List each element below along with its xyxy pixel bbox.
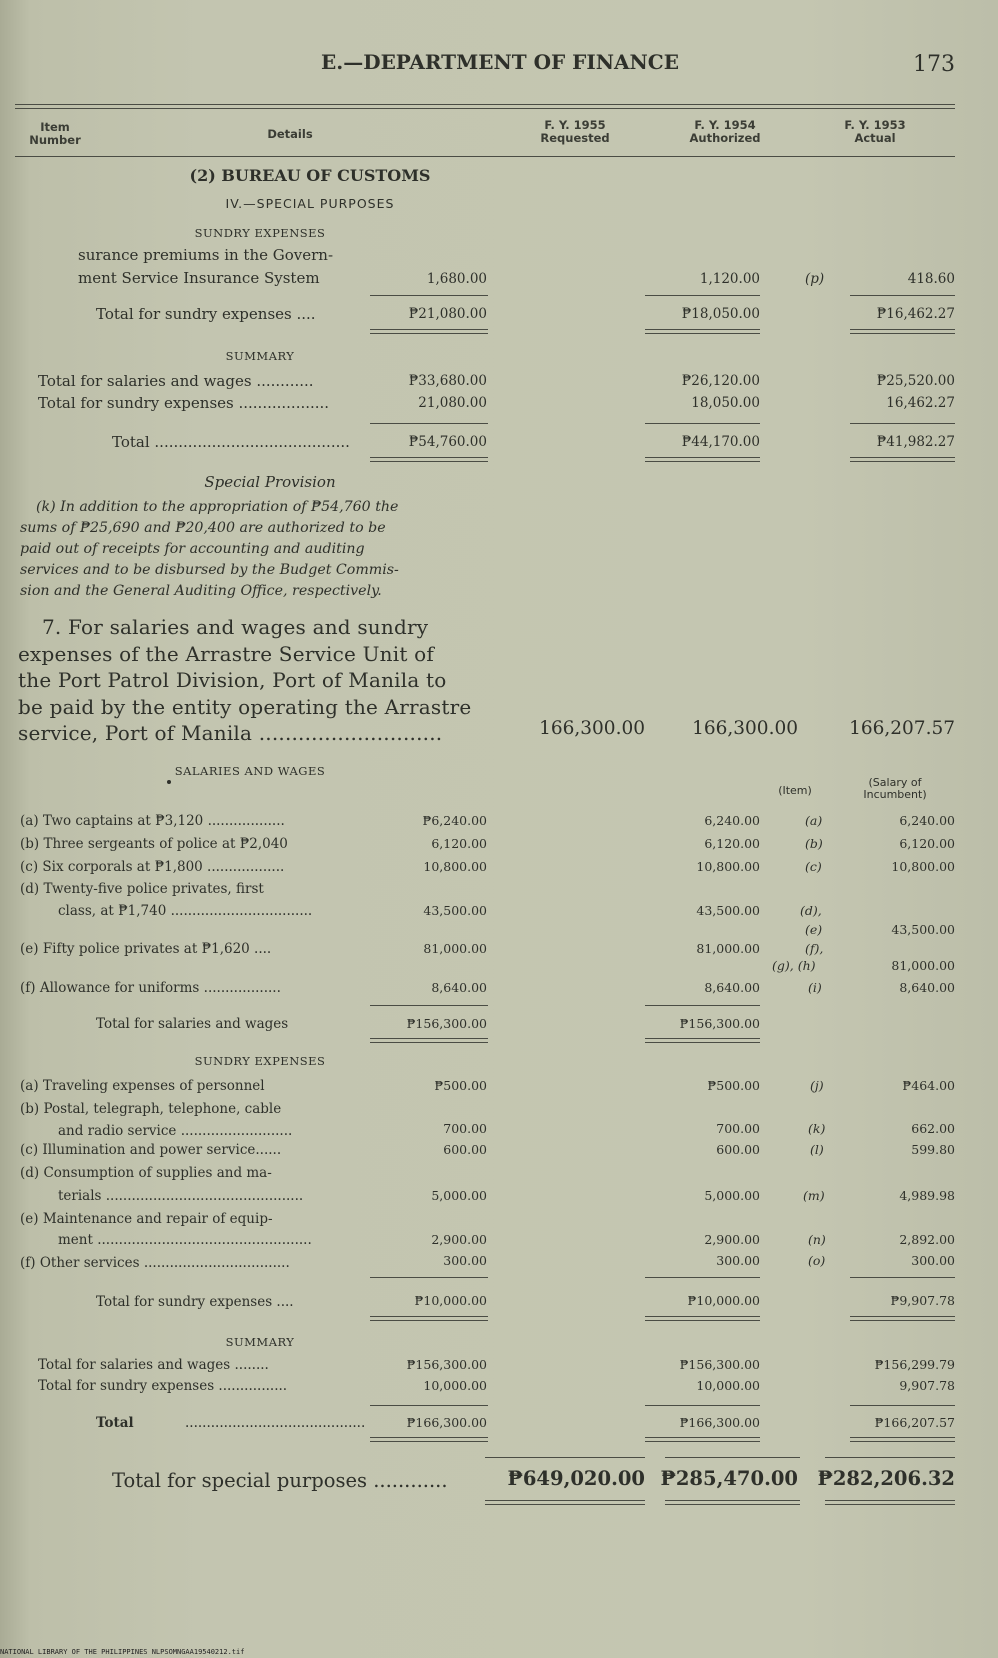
rule bbox=[645, 295, 760, 296]
salaries-incumbent-column: (Salary of Incumbent) bbox=[863, 776, 927, 801]
item7-line: be paid by the entity operating the Arrastre bbox=[18, 694, 472, 719]
summary2-sundry-fy54: 10,000.00 bbox=[696, 1378, 760, 1393]
page-number: 173 bbox=[913, 52, 955, 77]
salary-row-fy53: 10,800.00 bbox=[891, 859, 955, 874]
column-item-number: Item Number bbox=[29, 120, 81, 147]
column-details: Details bbox=[267, 127, 313, 141]
column-fy1953-actual: F. Y. 1953 Actual bbox=[844, 118, 906, 145]
sundry-row-item: (o) bbox=[808, 1253, 826, 1268]
sundry-row-label-cont: ment .................................................. bbox=[58, 1232, 312, 1248]
summary1-sundry-fy54: 18,050.00 bbox=[691, 395, 760, 411]
insurance-line1: surance premiums in the Govern- bbox=[78, 246, 334, 264]
summary2-total-fy53: ₱166,207.57 bbox=[874, 1415, 955, 1430]
sundry-row-item: (j) bbox=[810, 1078, 824, 1093]
rule bbox=[645, 1316, 760, 1321]
summary1-total-fy54: ₱44,170.00 bbox=[681, 434, 760, 450]
rule bbox=[370, 1405, 488, 1406]
rule bbox=[485, 1457, 645, 1458]
special-provision-line: sums of ₱25,690 and ₱20,400 are authorized to be bbox=[20, 520, 386, 536]
sundry-row-fy53: 2,892.00 bbox=[899, 1232, 955, 1247]
summary2-heading: SUMMARY bbox=[225, 1335, 295, 1349]
insurance-fy53: 418.60 bbox=[907, 271, 955, 287]
sundry-row-label: (e) Maintenance and repair of equip- bbox=[20, 1211, 273, 1227]
salary-row-fy54: 6,240.00 bbox=[704, 813, 760, 828]
special-provision-line: sion and the General Auditing Office, respectively. bbox=[20, 583, 382, 599]
rule bbox=[370, 423, 488, 424]
sundry-row-fy54: 700.00 bbox=[716, 1121, 760, 1136]
rule bbox=[370, 1316, 488, 1321]
salaries-total-details: ₱156,300.00 bbox=[406, 1016, 487, 1031]
summary2-salaries-label: Total for salaries and wages ........ bbox=[38, 1357, 269, 1373]
rule bbox=[850, 1316, 955, 1321]
summary1-salaries-fy54: ₱26,120.00 bbox=[681, 373, 760, 389]
insurance-item: (p) bbox=[805, 271, 825, 287]
special-purposes-heading: IV.—SPECIAL PURPOSES bbox=[225, 196, 395, 211]
sundry-total-fy53: ₱16,462.27 bbox=[876, 306, 955, 322]
rule bbox=[645, 1277, 760, 1278]
salary-row-item: (f), bbox=[805, 941, 824, 956]
summary2-salaries-details: ₱156,300.00 bbox=[406, 1357, 487, 1372]
special-provision-line: (k) In addition to the appropriation of ₱54,760 the bbox=[36, 499, 399, 515]
grand-total-fy53: ₱282,206.32 bbox=[817, 1467, 955, 1490]
sundry-row-details: 2,900.00 bbox=[431, 1232, 487, 1247]
salary-row-item: (a) bbox=[805, 813, 823, 828]
rule bbox=[645, 1405, 760, 1406]
insurance-fy54: 1,120.00 bbox=[699, 271, 760, 287]
rule bbox=[370, 1437, 488, 1442]
rule bbox=[850, 1405, 955, 1406]
item7-line: the Port Patrol Division, Port of Manila to bbox=[18, 668, 447, 692]
sundry-total-label: Total for sundry expenses .... bbox=[96, 305, 316, 323]
column-fy1954-authorized: F. Y. 1954 Authorized bbox=[689, 118, 761, 145]
item7-text bbox=[18, 614, 471, 747]
rule bbox=[825, 1457, 955, 1458]
summary2-total-details: ₱166,300.00 bbox=[406, 1415, 487, 1430]
salaries-total-label: Total for salaries and wages bbox=[96, 1016, 289, 1032]
rule bbox=[645, 423, 760, 424]
salary-row-item: (i) bbox=[808, 980, 822, 995]
header-top-rule bbox=[15, 104, 955, 109]
summary1-salaries-label: Total for salaries and wages ............ bbox=[38, 372, 314, 390]
salaries-total-fy54: ₱156,300.00 bbox=[679, 1016, 760, 1031]
salary-row-label: (b) Three sergeants of police at ₱2,040 bbox=[20, 836, 288, 852]
grand-total-fy54: ₱285,470.00 bbox=[660, 1467, 798, 1490]
sundry-row-fy54: 5,000.00 bbox=[704, 1188, 760, 1203]
summary2-total-label: Total bbox=[96, 1415, 134, 1431]
salary-row-fy53: 6,240.00 bbox=[899, 813, 955, 828]
summary2-sundry-label: Total for sundry expenses ................ bbox=[38, 1378, 288, 1394]
salary-row-fy53: 81,000.00 bbox=[891, 958, 955, 973]
salaries-heading: SALARIES AND WAGES bbox=[174, 764, 326, 778]
sundry-total-fy54: ₱18,050.00 bbox=[681, 306, 760, 322]
grand-total-fy55: ₱649,020.00 bbox=[507, 1467, 645, 1490]
sundry-row-item: (m) bbox=[803, 1188, 825, 1203]
salary-row-fy54: 6,120.00 bbox=[704, 836, 760, 851]
rule bbox=[645, 1437, 760, 1442]
sundry2-total-fy54: ₱10,000.00 bbox=[687, 1293, 760, 1308]
rule bbox=[370, 1277, 488, 1278]
salary-row-label-cont: class, at ₱1,740 ................................. bbox=[58, 903, 313, 919]
rule bbox=[370, 457, 488, 462]
bureau-heading: (2) BUREAU OF CUSTOMS bbox=[189, 166, 431, 185]
rule bbox=[850, 457, 955, 462]
page-title: E.—DEPARTMENT OF FINANCE bbox=[321, 50, 679, 74]
salary-row-label: (e) Fifty police privates at ₱1,620 .... bbox=[20, 941, 272, 957]
salary-row-details: 6,120.00 bbox=[431, 836, 487, 851]
summary1-sundry-details: 21,080.00 bbox=[418, 395, 487, 411]
salaries-item-column: (Item) bbox=[778, 784, 812, 797]
sundry-row-fy54: 2,900.00 bbox=[704, 1232, 760, 1247]
rule bbox=[850, 295, 955, 296]
sundry-row-label: (c) Illumination and power service...... bbox=[20, 1142, 282, 1158]
salary-row-details: 81,000.00 bbox=[423, 941, 487, 956]
summary1-sundry-fy53: 16,462.27 bbox=[886, 395, 955, 411]
special-provision-line: services and to be disbursed by the Budget Commis- bbox=[20, 562, 399, 578]
salary-row-label: (d) Twenty-five police privates, first bbox=[20, 881, 264, 897]
salary-row-fy54: 43,500.00 bbox=[696, 903, 760, 918]
summary1-heading: SUMMARY bbox=[225, 349, 295, 363]
sundry-row-label: (f) Other services .................................. bbox=[20, 1255, 290, 1271]
salary-row-fy53: 8,640.00 bbox=[899, 980, 955, 995]
salary-row-item-cont: (g), (h) bbox=[772, 958, 816, 973]
salary-row-fy54: 81,000.00 bbox=[696, 941, 760, 956]
sundry-row-label-cont: terials .............................................. bbox=[58, 1188, 304, 1204]
summary1-total-label: Total ......................................... bbox=[112, 433, 350, 451]
salary-row-details: 10,800.00 bbox=[423, 859, 487, 874]
salary-row-fy54: 10,800.00 bbox=[696, 859, 760, 874]
summary1-sundry-label: Total for sundry expenses ................... bbox=[38, 394, 330, 412]
sundry-row-item: (k) bbox=[808, 1121, 826, 1136]
sundry2-heading: SUNDRY EXPENSES bbox=[194, 1054, 326, 1068]
summary1-total-details: ₱54,760.00 bbox=[408, 434, 487, 450]
rule bbox=[645, 1005, 760, 1006]
item7-line: 7. For salaries and wages and sundry bbox=[42, 615, 429, 639]
sundry2-total-fy53: ₱9,907.78 bbox=[890, 1293, 955, 1308]
salary-row-item: (b) bbox=[805, 836, 823, 851]
rule bbox=[850, 1437, 955, 1442]
grand-total-label: Total for special purposes ............ bbox=[112, 1469, 448, 1492]
sundry-row-details: 300.00 bbox=[443, 1253, 487, 1268]
summary2-salaries-fy53: ₱156,299.79 bbox=[874, 1357, 955, 1372]
salary-row-item-cont: (e) bbox=[805, 922, 823, 937]
summary2-sundry-fy53: 9,907.78 bbox=[899, 1378, 955, 1393]
summary2-sundry-details: 10,000.00 bbox=[423, 1378, 487, 1393]
summary2-salaries-fy54: ₱156,300.00 bbox=[679, 1357, 760, 1372]
salary-row-label: (c) Six corporals at ₱1,800 .................. bbox=[20, 859, 285, 875]
sundry-heading: SUNDRY EXPENSES bbox=[194, 226, 326, 240]
salary-row-label: (f) Allowance for uniforms .................. bbox=[20, 980, 281, 996]
summary1-salaries-details: ₱33,680.00 bbox=[408, 373, 487, 389]
item7-fy55: 166,300.00 bbox=[539, 718, 645, 739]
rule bbox=[850, 1277, 955, 1278]
rule bbox=[370, 329, 488, 334]
item7-fy54: 166,300.00 bbox=[692, 718, 798, 739]
sundry-row-fy54: 300.00 bbox=[716, 1253, 760, 1268]
sundry-row-label: (d) Consumption of supplies and ma- bbox=[20, 1165, 272, 1181]
header-bottom-rule bbox=[15, 156, 955, 157]
sundry-row-details: 5,000.00 bbox=[431, 1188, 487, 1203]
scan-footer: NATIONAL LIBRARY OF THE PHILIPPINES NLPSOMNGAA19540212.tif bbox=[0, 1648, 245, 1656]
sundry-row-details: 600.00 bbox=[443, 1142, 487, 1157]
salary-row-item: (c) bbox=[805, 859, 822, 874]
rule bbox=[370, 295, 488, 296]
insurance-details: 1,680.00 bbox=[426, 271, 487, 287]
bullet-mark bbox=[167, 780, 171, 784]
rule bbox=[665, 1457, 800, 1458]
sundry-row-fy53: 599.80 bbox=[911, 1142, 955, 1157]
summary1-salaries-fy53: ₱25,520.00 bbox=[876, 373, 955, 389]
salary-row-fy53: 6,120.00 bbox=[899, 836, 955, 851]
sundry-row-item: (l) bbox=[810, 1142, 824, 1157]
sundry-row-label: (a) Traveling expenses of personnel bbox=[20, 1078, 265, 1094]
sundry-row-fy54: 600.00 bbox=[716, 1142, 760, 1157]
sundry-row-fy53: 300.00 bbox=[911, 1253, 955, 1268]
rule bbox=[370, 1005, 488, 1006]
rule bbox=[645, 1038, 760, 1043]
special-provision-line: paid out of receipts for accounting and auditing bbox=[20, 541, 365, 557]
special-provision-heading: Special Provision bbox=[204, 473, 336, 491]
column-fy1955-requested: F. Y. 1955 Requested bbox=[540, 118, 610, 145]
sundry-row-fy54: ₱500.00 bbox=[707, 1078, 760, 1093]
sundry-row-fy53: 4,989.98 bbox=[899, 1188, 955, 1203]
insurance-line2: ment Service Insurance System bbox=[78, 269, 320, 287]
sundry-total-details: ₱21,080.00 bbox=[408, 306, 487, 322]
rule bbox=[645, 457, 760, 462]
summary2-total-fy54: ₱166,300.00 bbox=[679, 1415, 760, 1430]
salary-row-details: 8,640.00 bbox=[431, 980, 487, 995]
salary-row-fy53: 43,500.00 bbox=[891, 922, 955, 937]
rule bbox=[645, 329, 760, 334]
salary-row-label: (a) Two captains at ₱3,120 .................. bbox=[20, 813, 285, 829]
salary-row-item: (d), bbox=[800, 903, 822, 918]
rule bbox=[825, 1500, 955, 1505]
rule bbox=[850, 423, 955, 424]
sundry2-total-details: ₱10,000.00 bbox=[414, 1293, 487, 1308]
summary2-total-dots: .......................................... bbox=[185, 1415, 366, 1431]
item7-line: service, Port of Manila ............................ bbox=[18, 721, 443, 745]
sundry-row-label: (b) Postal, telegraph, telephone, cable bbox=[20, 1101, 282, 1117]
item7-line: expenses of the Arrastre Service Unit of bbox=[18, 641, 434, 666]
rule bbox=[665, 1500, 800, 1505]
sundry-row-fy53: ₱464.00 bbox=[902, 1078, 955, 1093]
rule bbox=[370, 1038, 488, 1043]
sundry-row-item: (n) bbox=[808, 1232, 826, 1247]
rule bbox=[485, 1500, 645, 1505]
sundry-row-details: ₱500.00 bbox=[434, 1078, 487, 1093]
salary-row-details: ₱6,240.00 bbox=[422, 813, 487, 828]
sundry-row-details: 700.00 bbox=[443, 1121, 487, 1136]
special-provision-text bbox=[20, 497, 399, 602]
salary-row-details: 43,500.00 bbox=[423, 903, 487, 918]
sundry-row-fy53: 662.00 bbox=[911, 1121, 955, 1136]
rule bbox=[850, 329, 955, 334]
salary-row-fy54: 8,640.00 bbox=[704, 980, 760, 995]
item7-fy53: 166,207.57 bbox=[849, 718, 955, 739]
summary1-total-fy53: ₱41,982.27 bbox=[876, 434, 955, 450]
sundry2-total-label: Total for sundry expenses .... bbox=[96, 1294, 294, 1310]
sundry-row-label-cont: and radio service .......................... bbox=[58, 1123, 293, 1139]
